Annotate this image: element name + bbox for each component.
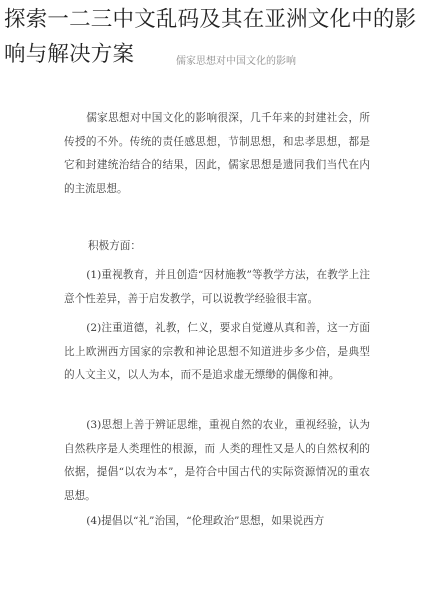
point-paragraph: (2)注重道德，礼教，仁义，要求自觉遵从真和善，这一方面比上欧洲西方国家的宗教和神论思想不知道进步多少倍，是典型的人文主义，以人为本，而不是追求虚无缥缈的偶像和神。 <box>64 322 370 381</box>
positive-aspects-label: 积极方面： <box>88 240 141 252</box>
point-paragraph: (1)重视教育，并且创造“因材施教”等教学方法，在教学上注意个性差异，善于启发教学，可以说教学经验很丰富。 <box>64 269 370 305</box>
page-title: 探索一二三中文乱码及其在亚洲文化中的影响与解决方案 <box>4 7 417 67</box>
point-paragraph: (4)提倡以“礼”治国，“伦理政治”思想，如果说西方 <box>86 515 325 527</box>
point-paragraph: (3)思想上善于辨证思维，重视自然的农业，重视经验，认为自然秩序是人类理性的根源，而 人类的理性又是人的自然权利的依据，提倡“以农为本”，是符合中国古代的实际资源情况的重农思想。 <box>64 419 370 502</box>
document-heading: 儒家思想对中国文化的影响 <box>176 56 296 67</box>
intro-paragraph: 儒家思想对中国文化的影响很深，几千年来的封建社会，所传授的不外。传统的责任感思想，节制思想，和忠孝思想，都是它和封建统治结合的结果，因此，儒家思想是遗同我们当代在内的主流思想。 <box>64 112 370 195</box>
